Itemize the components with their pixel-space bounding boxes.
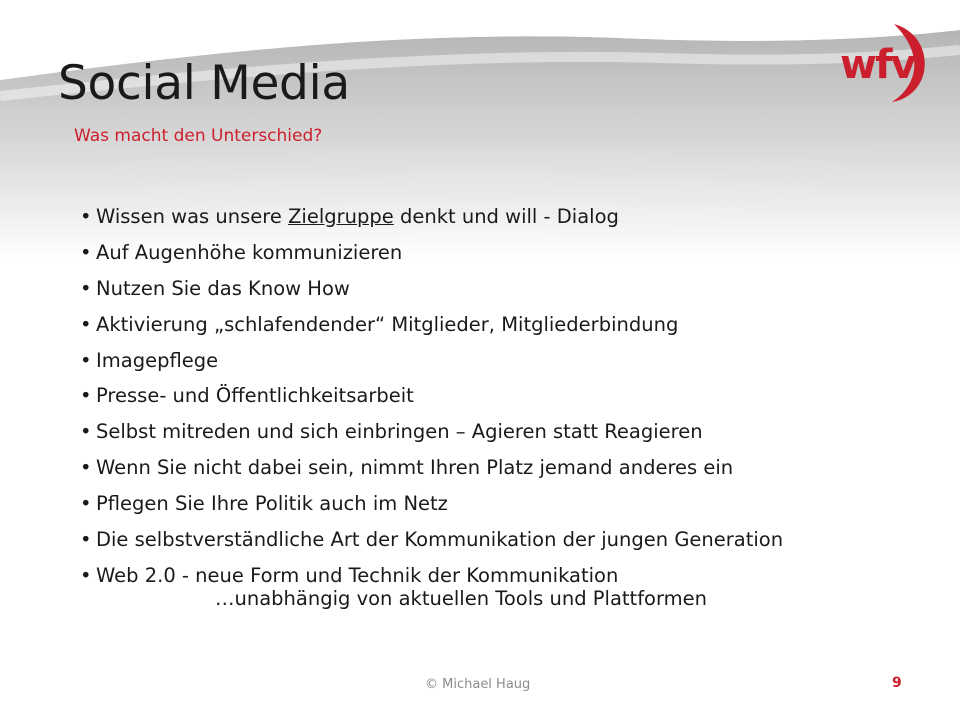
bullet-item — [80, 205, 940, 228]
bullet-continuation: …unabhängig von aktuellen Tools und Plattformen — [215, 586, 708, 610]
svg-text:wfv: wfv — [840, 42, 915, 88]
page-number: 9 — [892, 675, 902, 691]
bullet-item: • Imagepflege — [80, 349, 940, 372]
slide-title: Social Media — [58, 56, 350, 111]
bullet-text: Web 2.0 - neue Form und Technik der Kommunikation — [96, 563, 619, 587]
bullet-item: • Nutzen Sie das Know How — [80, 277, 940, 300]
bullet-item: • Auf Augenhöhe kommunizieren — [80, 241, 940, 264]
wfv-logo-icon — [836, 20, 932, 104]
bullet-text-end: denkt und will - Dialog — [393, 205, 619, 228]
bullet-list — [80, 205, 940, 623]
slide-subtitle: Was macht den Unterschied? — [74, 126, 323, 146]
footer-copyright: © Michael Haug — [425, 677, 531, 692]
bullet-item: • Aktivierung „schlafendender“ Mitglieder, Mitgliederbindung — [80, 313, 940, 336]
bullet-item — [80, 564, 940, 610]
bullet-text-start: Wissen was unsere — [96, 205, 289, 228]
bullet-underlined-text: Zielgruppe — [288, 205, 394, 228]
bullet-item: • Pflegen Sie Ihre Politik auch im Netz — [80, 492, 940, 515]
bullet-item: • Selbst mitreden und sich einbringen – Agieren statt Reagieren — [80, 420, 940, 443]
bullet-item: • Wenn Sie nicht dabei sein, nimmt Ihren Platz jemand anderes ein — [80, 456, 940, 479]
bullet-item: • Presse- und Öffentlichkeitsarbeit — [80, 384, 940, 407]
bullet-item: • Die selbstverständliche Art der Kommunikation der jungen Generation — [80, 528, 940, 551]
